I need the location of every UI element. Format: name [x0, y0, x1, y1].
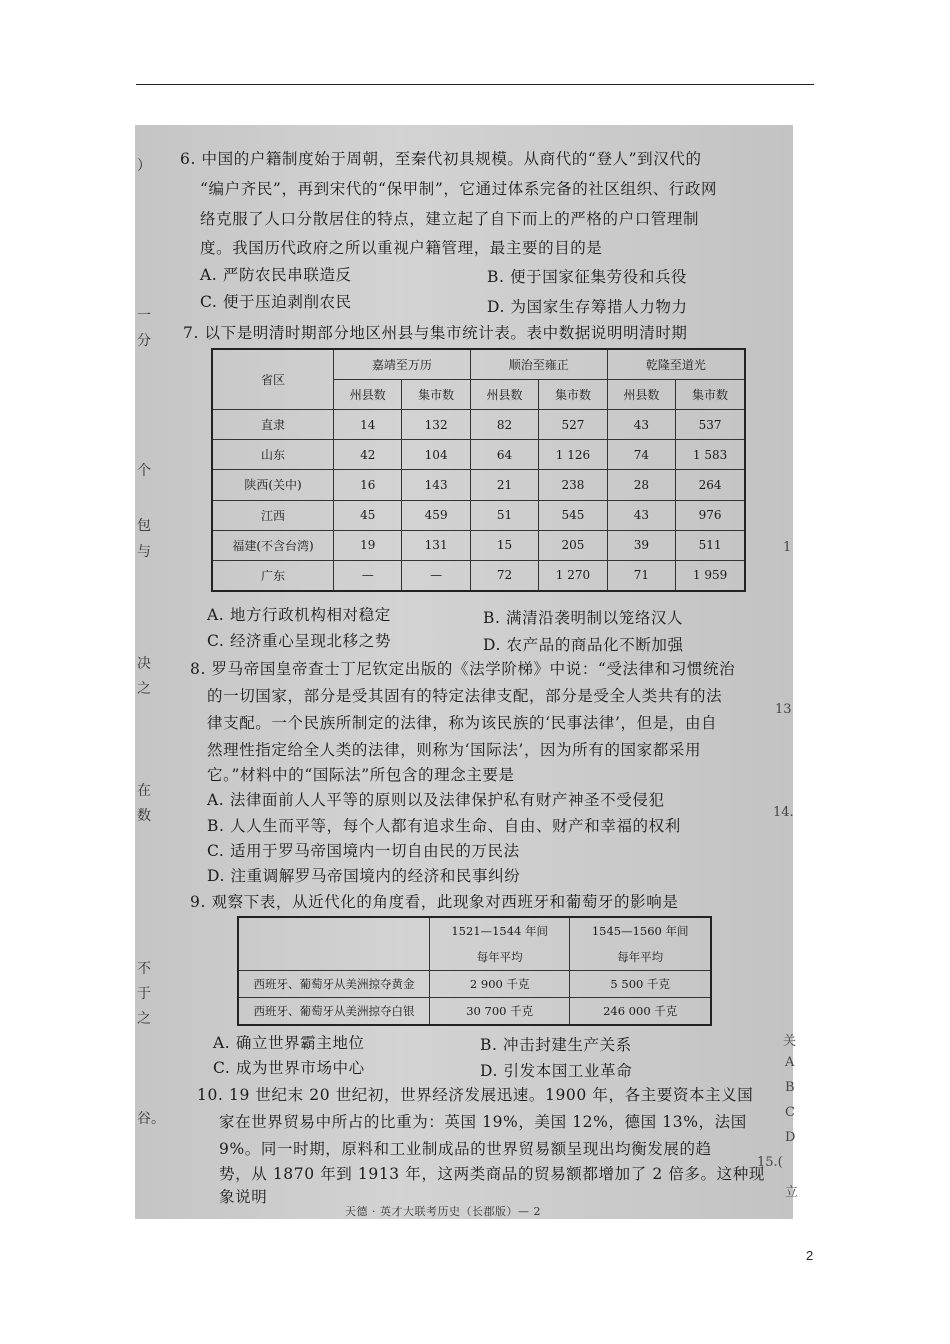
q10-stem-line: 家在世界贸易中所占的比重为：英国 19%，美国 12%，德国 13%，法国 — [219, 1113, 747, 1131]
table-cell: 43 — [607, 410, 675, 440]
table-subheader: 州县数 — [607, 380, 675, 410]
table-cell: 广东 — [212, 560, 334, 591]
q8-option-b: B. 人人生而平等，每个人都有追求生命、自由、财产和幸福的权利 — [207, 817, 681, 835]
table-cell: 28 — [607, 470, 675, 500]
table-cell: 64 — [470, 440, 538, 470]
table-cell: 74 — [607, 440, 675, 470]
table-subheader: 集市数 — [402, 380, 470, 410]
margin-fragment: 决 — [137, 656, 151, 672]
q6-stem-line: 6. 中国的户籍制度始于周朝，至秦代初具规模。从商代的“登人”到汉代的 — [180, 150, 702, 168]
margin-fragment: 之 — [137, 1011, 151, 1027]
table-row — [238, 970, 711, 997]
margin-fragment: 关 — [783, 1034, 797, 1049]
table-cell: 1 583 — [676, 440, 745, 470]
table-header: 嘉靖至万历 — [334, 349, 471, 380]
table-cell: 江西 — [212, 500, 334, 530]
table-cell: 21 — [470, 470, 538, 500]
table-cell: 西班牙、葡萄牙从美洲掠夺黄金 — [238, 970, 430, 997]
table-cell: 30 700 千克 — [430, 997, 570, 1025]
table-cell: 82 — [470, 410, 538, 440]
q8-stem-line: 8. 罗马帝国皇帝查士丁尼钦定出版的《法学阶梯》中说：“受法律和习惯统治 — [190, 660, 736, 678]
q9-option-c: C. 成为世界市场中心 — [213, 1059, 365, 1077]
q6-option-a: A. 严防农民串联造反 — [200, 266, 352, 284]
q7-market-table — [211, 348, 746, 592]
table-row — [212, 470, 745, 500]
table-cell: 西班牙、葡萄牙从美洲掠夺白银 — [238, 997, 430, 1025]
margin-fragment: B — [785, 1080, 795, 1095]
q8-stem-line: 的一切国家，部分是受其固有的特定法律支配，部分是受全人类共有的法 — [207, 687, 723, 705]
margin-fragment: 数 — [137, 808, 151, 824]
table-cell: 143 — [402, 470, 470, 500]
table-cell: 537 — [676, 410, 745, 440]
table-cell: 15 — [470, 530, 538, 560]
table-header: 省区 — [212, 349, 334, 410]
q7-option-b: B. 满清沿袭明制以笼络汉人 — [483, 609, 684, 627]
table-cell: 山东 — [212, 440, 334, 470]
table-cell: 205 — [539, 530, 607, 560]
q9-option-b: B. 冲击封建生产关系 — [480, 1036, 632, 1054]
table-subheader: 州县数 — [470, 380, 538, 410]
margin-fragment: 15.( — [757, 1155, 783, 1170]
table-row — [212, 500, 745, 530]
table-cell: 51 — [470, 500, 538, 530]
table-cell: 1 270 — [539, 560, 607, 591]
table-cell: 72 — [470, 560, 538, 591]
margin-fragment: D — [785, 1130, 796, 1145]
table-cell: 45 — [334, 500, 402, 530]
table-cell: 131 — [402, 530, 470, 560]
margin-fragment: 包 — [137, 518, 151, 534]
table-header: 1521—1544 年间 — [430, 917, 570, 944]
table-cell: 2 900 千克 — [430, 970, 570, 997]
margin-fragment: 1 — [783, 540, 792, 555]
q8-stem-line: 然理性指定给全人类的法律，则称为‘国际法’，因为所有的国家都采用 — [207, 741, 702, 759]
margin-fragment: 谷。 — [137, 1111, 165, 1127]
q7-stem: 7. 以下是明清时期部分地区州县与集市统计表。表中数据说明明清时期 — [183, 324, 688, 342]
margin-fragment: ） — [137, 158, 151, 174]
q6-stem-line: “编户齐民”，再到宋代的“保甲制”，它通过体系完备的社区组织、行政网 — [200, 180, 718, 198]
table-cell: 16 — [334, 470, 402, 500]
table-cell: 238 — [539, 470, 607, 500]
q10-stem-line: 势，从 1870 年到 1913 年，这两类商品的贸易额都增加了 2 倍多。这种现 — [219, 1165, 765, 1183]
q7-option-c: C. 经济重心呈现北移之势 — [207, 632, 391, 650]
margin-fragment: 于 — [137, 986, 151, 1002]
table-subheader: 州县数 — [334, 380, 402, 410]
table-cell: 42 — [334, 440, 402, 470]
q8-option-d: D. 注重调解罗马帝国境内的经济和民事纠纷 — [207, 867, 521, 885]
table-cell: 19 — [334, 530, 402, 560]
margin-fragment: 立 — [785, 1185, 799, 1200]
table-cell: 1 959 — [676, 560, 745, 591]
table-cell: 71 — [607, 560, 675, 591]
margin-fragment: 14. — [773, 805, 794, 820]
table-row — [212, 410, 745, 440]
table-cell: 527 — [539, 410, 607, 440]
table-cell: 511 — [676, 530, 745, 560]
table-cell: 246 000 千克 — [570, 997, 711, 1025]
table-cell: 545 — [539, 500, 607, 530]
table-cell: — — [334, 560, 402, 591]
margin-fragment: 在 — [137, 783, 151, 799]
margin-fragment: 与 — [137, 544, 151, 560]
margin-fragment: 13 — [775, 702, 792, 717]
scanned-exam-photo — [135, 125, 799, 1219]
table-header: 1545—1560 年间 — [570, 917, 711, 944]
q10-stem-line: 10. 19 世纪末 20 世纪初，世界经济发展迅速。1900 年，各主要资本主义国 — [197, 1086, 754, 1104]
margin-fragment: 不 — [137, 961, 151, 977]
margin-fragment: C — [785, 1105, 795, 1120]
page-number: 2 — [806, 1248, 814, 1263]
q8-stem-line: 它。”材料中的“国际法”所包含的理念主要是 — [207, 766, 515, 784]
q8-stem-line: 律支配。一个民族所制定的法律，称为该民族的‘民事法律’，但是，由自 — [207, 714, 718, 732]
table-row — [212, 440, 745, 470]
table-cell: 976 — [676, 500, 745, 530]
table-header: 乾隆至道光 — [607, 349, 745, 380]
q6-stem-line: 度。我国历代政府之所以重视户籍管理，最主要的目的是 — [200, 239, 603, 257]
q9-gold-silver-table — [237, 916, 712, 1026]
table-cell: 264 — [676, 470, 745, 500]
table-row — [212, 560, 745, 591]
table-subheader: 集市数 — [539, 380, 607, 410]
table-cell: 福建(不含台湾) — [212, 530, 334, 560]
q8-option-a: A. 法律面前人人平等的原则以及法律保护私有财产神圣不受侵犯 — [207, 791, 665, 809]
table-cell: — — [402, 560, 470, 591]
q7-option-a: A. 地方行政机构相对稳定 — [207, 606, 391, 624]
q6-option-b: B. 便于国家征集劳役和兵役 — [487, 268, 688, 286]
q8-option-c: C. 适用于罗马帝国境内一切自由民的万民法 — [207, 842, 520, 860]
q6-stem-line: 络克服了人口分散居住的特点，建立起了自下而上的严格的户口管理制 — [200, 210, 700, 228]
table-cell: 14 — [334, 410, 402, 440]
table-row — [238, 997, 711, 1025]
q9-stem: 9. 观察下表，从近代化的角度看，此现象对西班牙和葡萄牙的影响是 — [190, 893, 679, 911]
table-cell: 43 — [607, 500, 675, 530]
table-row — [212, 530, 745, 560]
table-cell: 5 500 千克 — [570, 970, 711, 997]
table-subheader: 集市数 — [676, 380, 745, 410]
exam-footer: 天德 · 英才大联考历史（长郡版）— 2 — [345, 1205, 541, 1218]
table-cell: 陕西(关中) — [212, 470, 334, 500]
table-corner — [238, 917, 430, 970]
table-header: 每年平均 — [430, 944, 570, 970]
table-cell: 直隶 — [212, 410, 334, 440]
header-rule — [136, 84, 814, 85]
q6-option-d: D. 为国家生存筹措人力物力 — [487, 298, 688, 316]
q7-option-d: D. 农产品的商品化不断加强 — [483, 636, 684, 654]
table-cell: 132 — [402, 410, 470, 440]
q9-option-a: A. 确立世界霸主地位 — [213, 1034, 365, 1052]
margin-fragment: A — [785, 1055, 795, 1070]
table-cell: 104 — [402, 440, 470, 470]
table-cell: 39 — [607, 530, 675, 560]
margin-fragment: 之 — [137, 681, 151, 697]
margin-fragment: 一 — [137, 308, 151, 324]
table-cell: 1 126 — [539, 440, 607, 470]
q10-stem-line: 9%。同一时期，原料和工业制成品的世界贸易额呈现出均衡发展的趋 — [219, 1140, 712, 1158]
q10-stem-line: 象说明 — [219, 1188, 268, 1206]
table-cell: 459 — [402, 500, 470, 530]
table-header: 顺治至雍正 — [470, 349, 607, 380]
q6-option-c: C. 便于压迫剥削农民 — [200, 293, 352, 311]
margin-fragment: 个 — [137, 463, 151, 479]
q9-option-d: D. 引发本国工业革命 — [480, 1062, 633, 1080]
table-header: 每年平均 — [570, 944, 711, 970]
margin-fragment: 分 — [137, 333, 151, 349]
